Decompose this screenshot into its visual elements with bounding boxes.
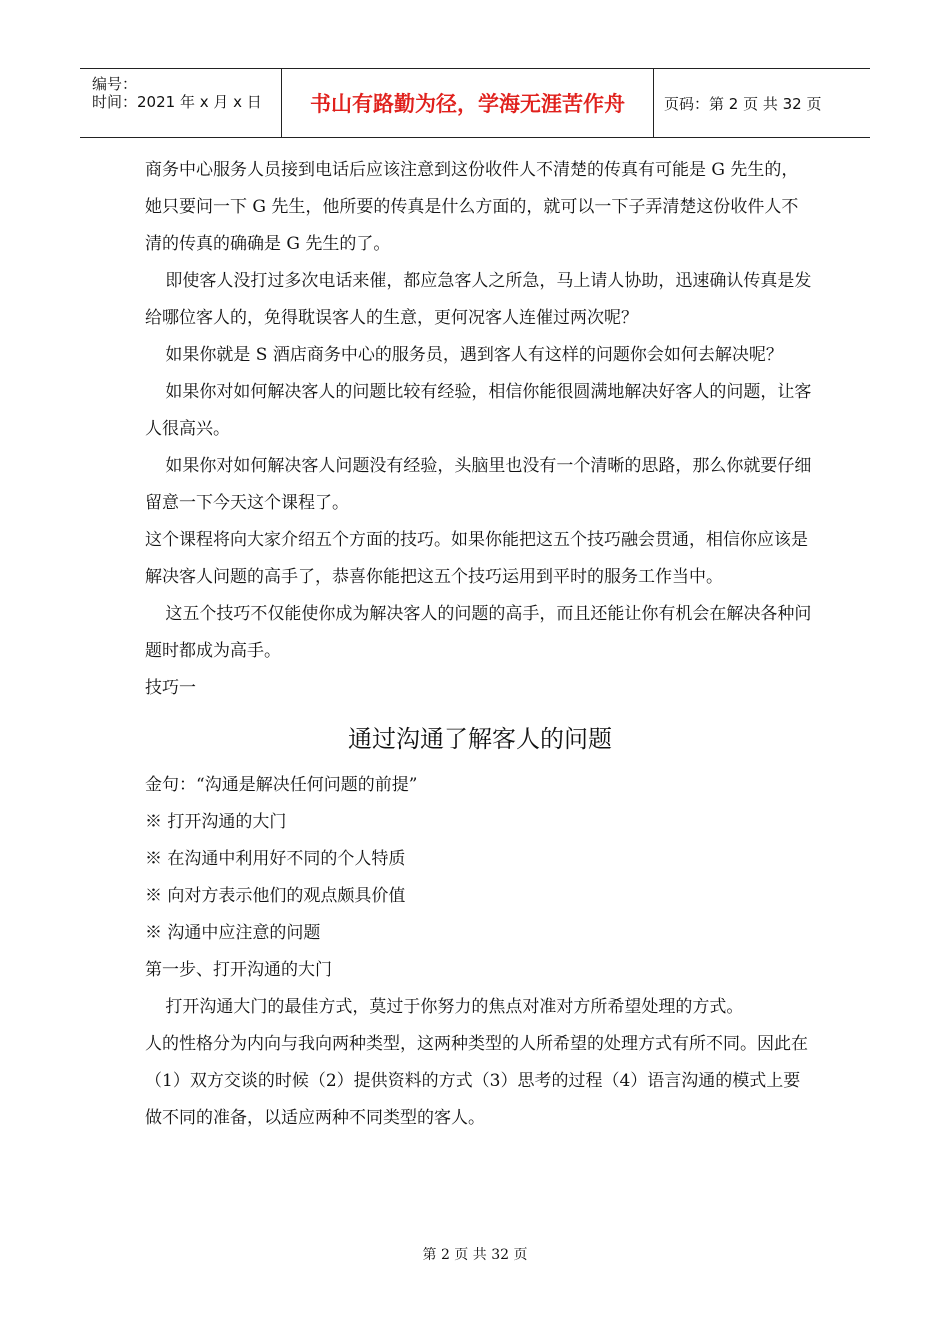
bullet-item: ※ 沟通中应注意的问题 [145, 923, 321, 943]
number-label: 编号： [92, 75, 138, 93]
page-info: 页码：第 2 页 共 32 页 [664, 94, 822, 113]
quote: 金句：“沟通是解决任何问题的前提” [145, 775, 418, 795]
paragraph: 这五个技巧不仅能使你成为解决客人的问题的高手，而且还能让你有机会在解决各种问题时都成为高手。 [145, 604, 812, 661]
paragraph: 打开沟通大门的最佳方式，莫过于你努力的焦点对准对方所希望处理的方式。 [165, 997, 744, 1017]
time-label: 时间：2021 年 x 月 x 日 [92, 93, 262, 111]
skill-label: 技巧一 [145, 678, 196, 698]
motto: 书山有路勤为径，学海无涯苦作舟 [282, 69, 654, 137]
section-title: 通过沟通了解客人的问题 [348, 725, 612, 753]
paragraph: 如果你对如何解决客人的问题比较有经验，相信你能很圆满地解决好客人的问题，让客人很高兴。 [145, 382, 812, 439]
paragraph: 商务中心服务人员接到电话后应该注意到这份收件人不清楚的传真有可能是 G 先生的，她只要问一下 G 先生，他所要的传真是什么方面的，就可以一下子弄清楚这份收件人不清的传真的确确是 G 先生的了。 [145, 160, 799, 254]
paragraph: 这个课程将向大家介绍五个方面的技巧。如果你能把这五个技巧融会贯通，相信你应该是解决客人问题的高手了，恭喜你能把这五个技巧运用到平时的服务工作当中。 [145, 530, 808, 587]
step-heading: 第一步、打开沟通的大门 [145, 960, 332, 980]
paragraph: 如果你对如何解决客人问题没有经验，头脑里也没有一个清晰的思路，那么你就要仔细留意一下今天这个课程了。 [145, 456, 812, 513]
paragraph: 人的性格分为内向与我向两种类型，这两种类型的人所希望的处理方式有所不同。因此在（1）双方交谈的时候（2）提供资料的方式（3）思考的过程（4）语言沟通的模式上要做不同的准备，以适应两种不同类型的客人。 [145, 1034, 808, 1128]
header-meta [80, 69, 282, 137]
bullet-item: ※ 打开沟通的大门 [145, 812, 287, 832]
document-body [145, 152, 815, 1137]
page-footer: 第 2 页 共 32 页 [422, 1247, 528, 1263]
paragraph: 即使客人没打过多次电话来催，都应急客人之所急，马上请人协助，迅速确认传真是发给哪位客人的，免得耽误客人的生意，更何况客人连催过两次呢？ [145, 271, 812, 328]
bullet-item: ※ 向对方表示他们的观点颇具价值 [145, 886, 406, 906]
bullet-item: ※ 在沟通中利用好不同的个人特质 [145, 849, 406, 869]
paragraph: 如果你就是 S 酒店商务中心的服务员，遇到客人有这样的问题你会如何去解决呢？ [165, 345, 783, 365]
document-header [80, 68, 870, 138]
